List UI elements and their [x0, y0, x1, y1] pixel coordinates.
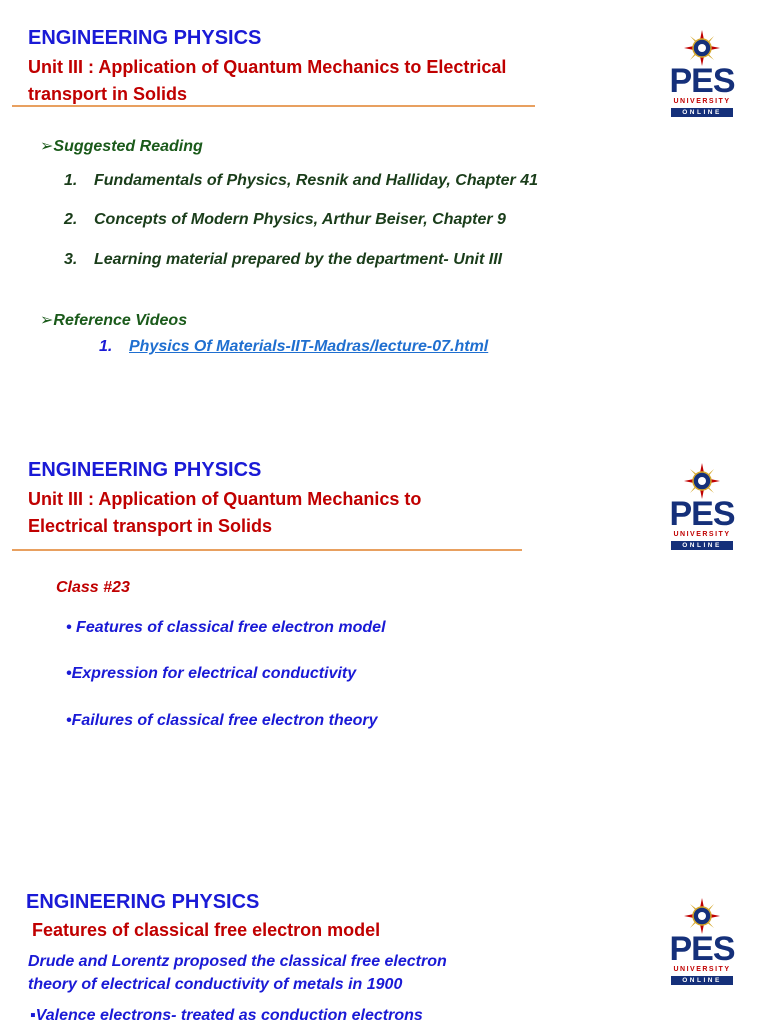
- logo-online-text: ONLINE: [671, 541, 733, 550]
- reading-item: 3. Learning material prepared by the department- Unit III: [64, 251, 503, 268]
- slide-suggested-reading: [0, 0, 768, 430]
- logo-online-text: ONLINE: [671, 976, 733, 985]
- pes-university-logo: [667, 30, 737, 126]
- pes-university-logo: [667, 898, 737, 994]
- logo-university-text: UNIVERSITY: [673, 966, 731, 973]
- suggested-reading-heading: ➢Suggested Reading: [40, 138, 203, 155]
- logo-pes-text: PES: [669, 495, 735, 533]
- reading-item: 1. Fundamentals of Physics, Resnik and Halliday, Chapter 41: [64, 172, 538, 189]
- topic-bullet: •Expression for electrical conductivity: [66, 665, 357, 682]
- reference-video-item: 1. Physics Of Materials-IIT-Madras/lecture-07.html: [99, 338, 489, 355]
- logo-pes-text: PES: [669, 930, 735, 968]
- compass-emblem-icon: [684, 30, 720, 66]
- arrow-bullet-icon: ➢: [40, 138, 54, 155]
- unit-title: [28, 54, 506, 108]
- intro-paragraph: [28, 950, 447, 996]
- content-bullet: ▪Valence electrons- treated as conduction electrons: [30, 1007, 423, 1024]
- logo-online-text: ONLINE: [671, 108, 733, 117]
- reference-video-link[interactable]: Physics Of Materials-IIT-Madras/lecture-07.html: [129, 338, 489, 355]
- course-title: ENGINEERING PHYSICS: [28, 459, 262, 481]
- reading-item: 2. Concepts of Modern Physics, Arthur Beiser, Chapter 9: [64, 211, 506, 228]
- intro-paragraph-line-1: Drude and Lorentz proposed the classical free electron: [28, 953, 447, 970]
- unit-title-line-1: Unit III : Application of Quantum Mechanics to: [28, 489, 422, 509]
- logo-university-text: UNIVERSITY: [673, 98, 731, 105]
- logo-university-text: UNIVERSITY: [673, 531, 731, 538]
- topic-bullet: • Features of classical free electron model: [66, 619, 386, 636]
- arrow-bullet-icon: ➢: [40, 312, 54, 329]
- unit-title: [28, 486, 421, 540]
- compass-emblem-icon: [684, 463, 720, 499]
- compass-emblem-icon: [684, 898, 720, 934]
- intro-paragraph-line-2: theory of electrical conductivity of metals in 1900: [28, 976, 403, 993]
- unit-title-line-1: Unit III : Application of Quantum Mechanics to Electrical: [28, 57, 507, 77]
- reference-videos-heading: ➢Reference Videos: [40, 312, 188, 329]
- class-number-label: Class #23: [56, 579, 130, 596]
- unit-title-line-2: Electrical transport in Solids: [28, 516, 273, 536]
- course-title: ENGINEERING PHYSICS: [28, 27, 262, 49]
- course-title: ENGINEERING PHYSICS: [26, 891, 260, 913]
- title-divider: [12, 549, 522, 551]
- slide-free-electron-model: [0, 860, 768, 1024]
- unit-title-line-2: transport in Solids: [28, 84, 188, 104]
- pes-university-logo: [667, 463, 737, 559]
- slide-subtitle: Features of classical free electron model: [32, 920, 381, 940]
- topic-bullet: •Failures of classical free electron theory: [66, 712, 378, 729]
- logo-pes-text: PES: [669, 62, 735, 100]
- slide-class-23: [0, 430, 768, 860]
- title-divider: [12, 105, 535, 107]
